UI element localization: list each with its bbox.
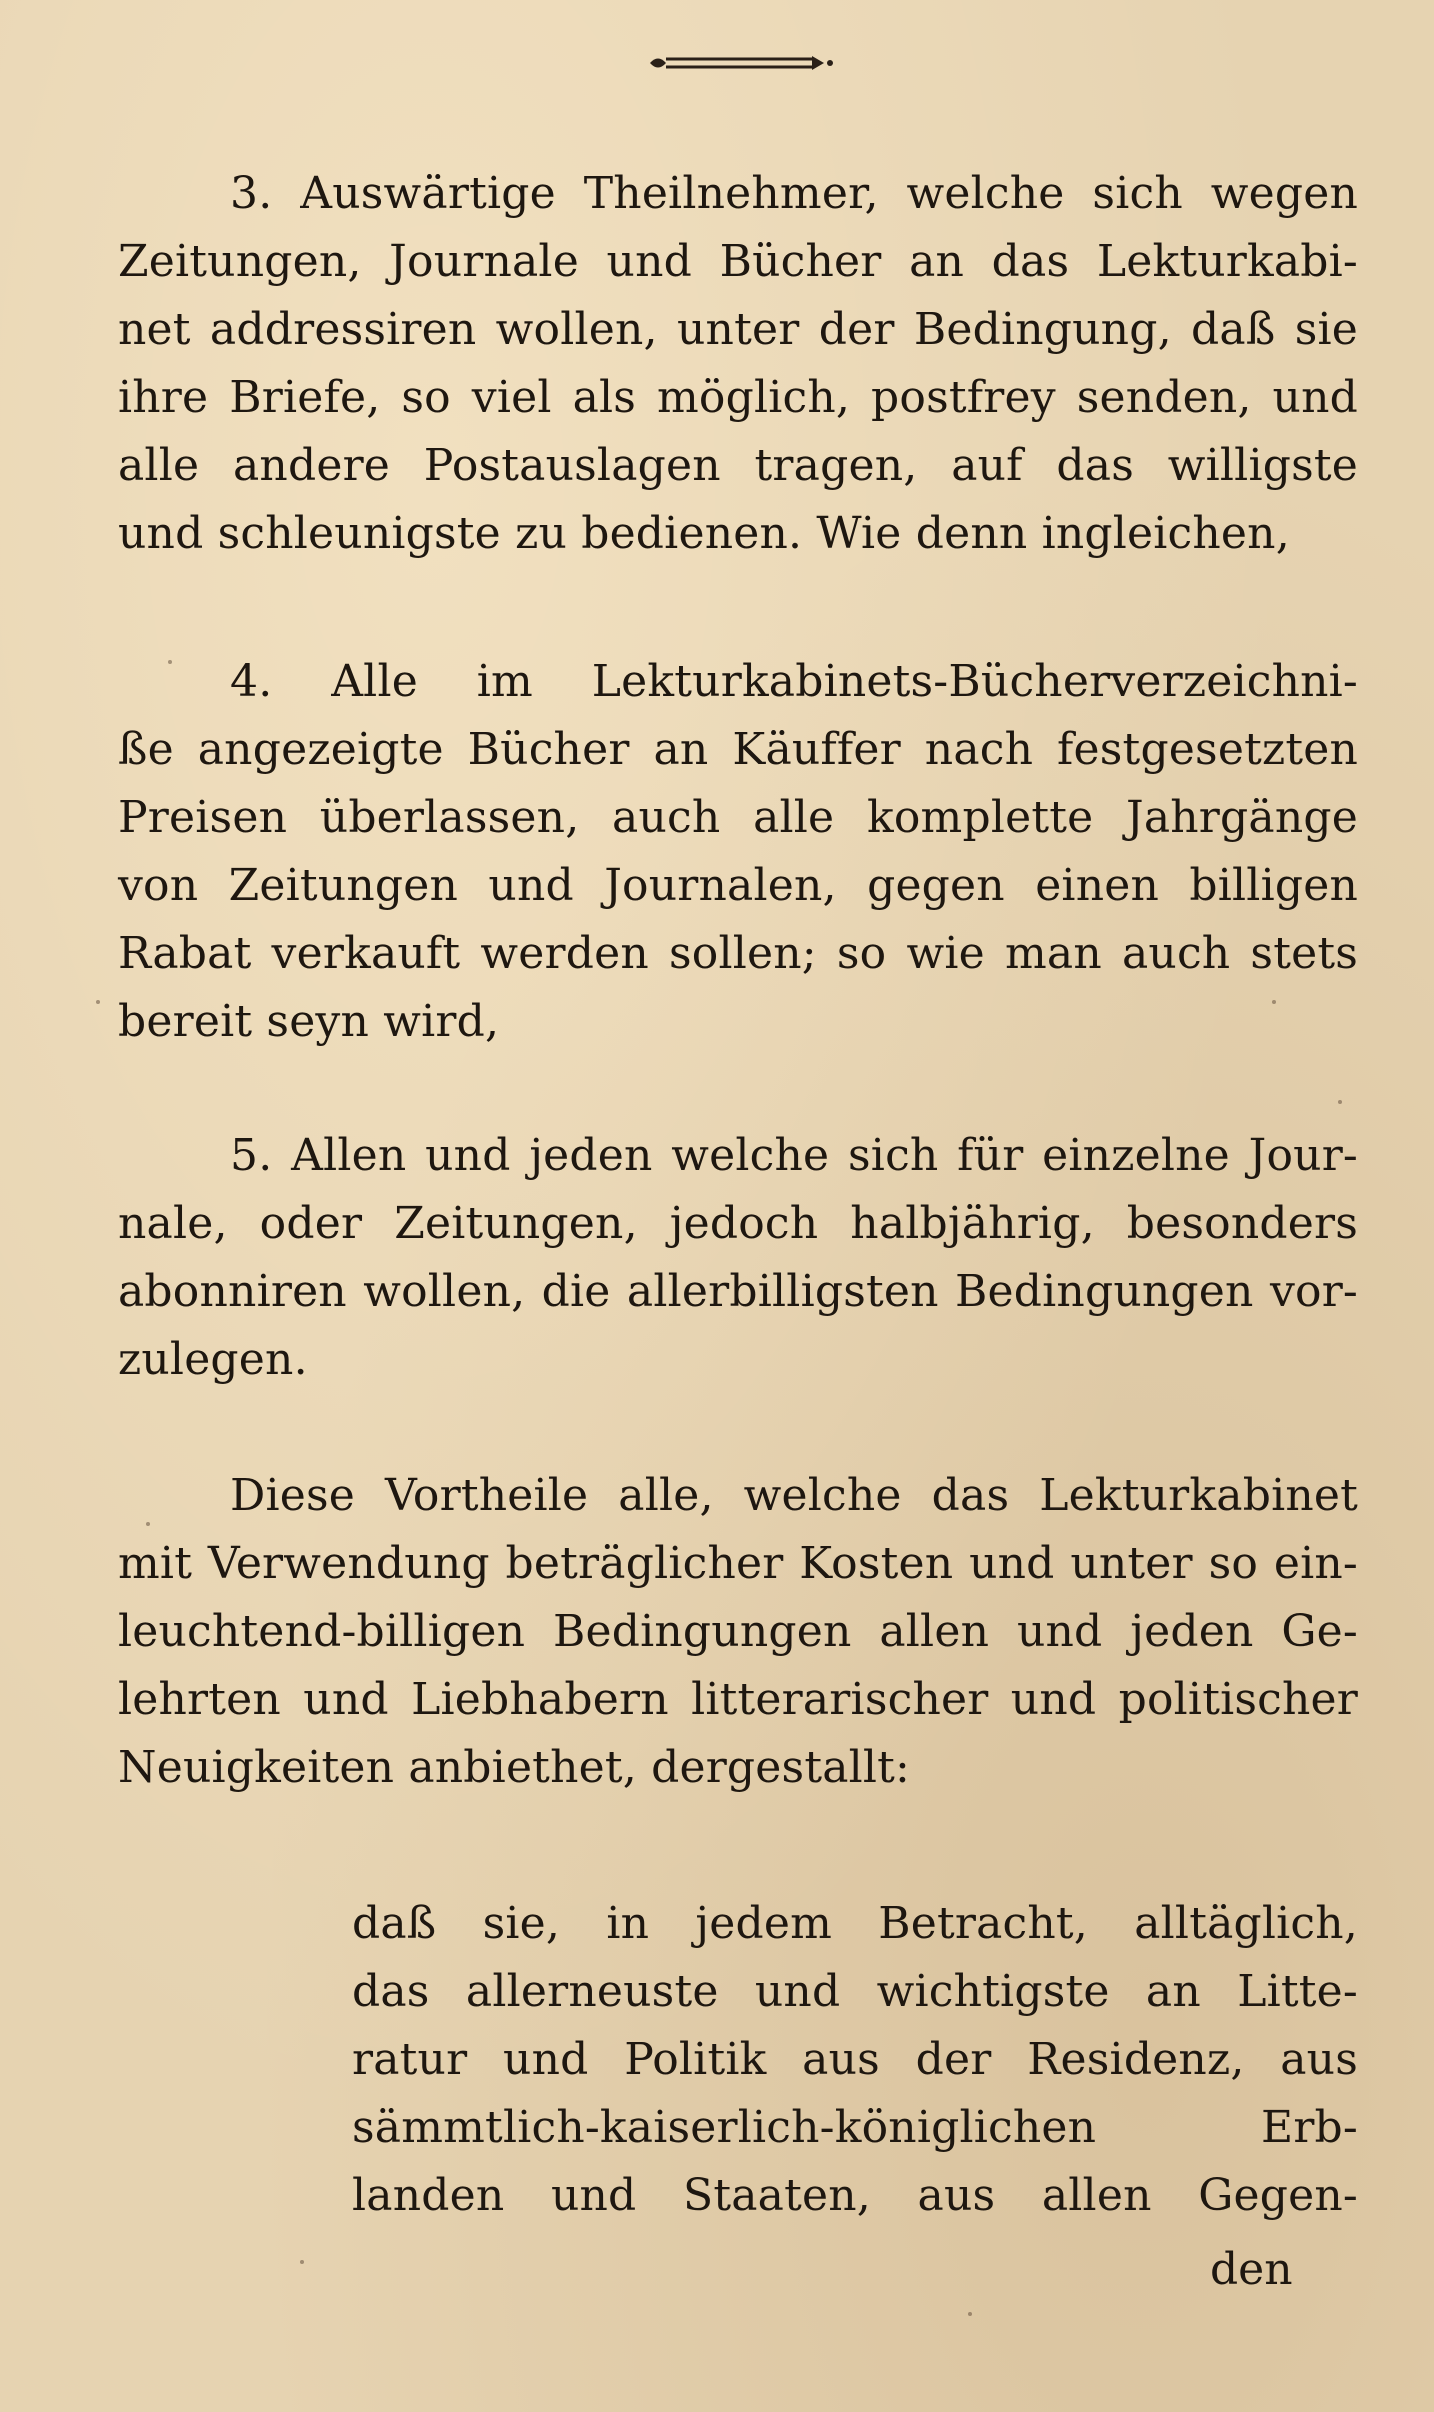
text-line: 3. Auswärtige Theilnehmer, welche sich wegen bbox=[230, 168, 1358, 219]
text-line: Preisen überlassen, auch alle komplette Jahrgänge bbox=[118, 792, 1358, 843]
text-line: das allerneuste und wichtigste an Litte- bbox=[352, 1966, 1358, 2017]
paragraph-item-4 bbox=[118, 648, 1358, 1056]
text-line: abonniren wollen, die allerbilligsten Bedingungen vor- bbox=[118, 1266, 1358, 1317]
text-line: alle andere Postauslagen tragen, auf das willigste bbox=[118, 440, 1358, 491]
text-line: ße angezeigte Bücher an Käuffer nach festgesetzten bbox=[118, 724, 1358, 775]
text-line: leuchtend-billigen Bedingungen allen und jeden Ge- bbox=[118, 1606, 1358, 1657]
text-line: 5. Allen und jeden welche sich für einzelne Jour- bbox=[230, 1130, 1358, 1181]
text-line: ratur und Politik aus der Residenz, aus bbox=[352, 2034, 1358, 2085]
text-line: sämmtlich-kaiserlich-königlichen Erb- bbox=[352, 2102, 1358, 2153]
text-line: mit Verwendung beträglicher Kosten und unter so ein- bbox=[118, 1538, 1358, 1589]
text-line: bereit seyn wird, bbox=[118, 996, 500, 1047]
text-line: zulegen. bbox=[118, 1334, 308, 1385]
text-line: lehrten und Liebhabern litterarischer und politischer bbox=[118, 1674, 1358, 1725]
ornament-rule-icon bbox=[640, 48, 840, 78]
text-line: Diese Vortheile alle, welche das Lekturkabinet bbox=[230, 1470, 1358, 1521]
text-line: daß sie, in jedem Betracht, alltäglich, bbox=[352, 1898, 1358, 1949]
text-line: ihre Briefe, so viel als möglich, postfrey senden, und bbox=[118, 372, 1358, 423]
text-line: 4. Alle im Lekturkabinets-Bücherverzeichni- bbox=[230, 656, 1358, 707]
paragraph-item-3 bbox=[118, 160, 1358, 568]
text-line: landen und Staaten, aus allen Gegen- bbox=[352, 2170, 1358, 2221]
catchword: den bbox=[1210, 2244, 1293, 2295]
text-line: Zeitungen, Journale und Bücher an das Lekturkabi- bbox=[118, 236, 1358, 287]
text-line: Neuigkeiten anbiethet, dergestallt: bbox=[118, 1742, 911, 1793]
text-line: von Zeitungen und Journalen, gegen einen billigen bbox=[118, 860, 1358, 911]
paragraph-item-5 bbox=[118, 1122, 1358, 1394]
text-line: und schleunigste zu bedienen. Wie denn ingleichen, bbox=[118, 508, 1290, 559]
text-line: net addressiren wollen, unter der Bedingung, daß sie bbox=[118, 304, 1358, 355]
paragraph-closing bbox=[118, 1462, 1358, 1802]
text-line: nale, oder Zeitungen, jedoch halbjährig, besonders bbox=[118, 1198, 1358, 1249]
text-line: Rabat verkauft werden sollen; so wie man auch stets bbox=[118, 928, 1358, 979]
indented-clause bbox=[352, 1890, 1358, 2230]
